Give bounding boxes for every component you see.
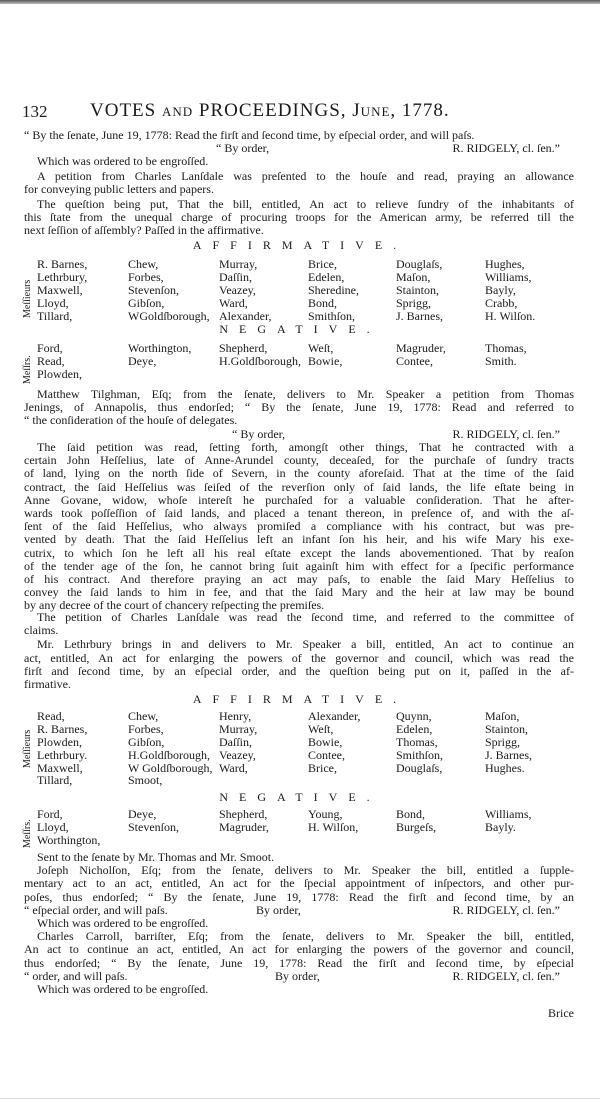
voter: Edelen, bbox=[396, 721, 433, 736]
voter: Smithſon, bbox=[396, 747, 444, 762]
signature: R. RIDGELY, cl. ſen.” bbox=[452, 968, 560, 983]
text-line: of his contract. And therefore praying an act may paſs, to enable the ſaid Mary Heſſelius to bbox=[24, 571, 574, 586]
text-line: Anne Govane, widow, whoſe intereſt he purchaſed for a valuable conſideration. That he after- bbox=[24, 492, 574, 507]
voter: Read, bbox=[37, 353, 65, 368]
voter: Deye, bbox=[128, 807, 157, 821]
text-line: convey the ſaid lands to him in fee, and that the ſaid Mary and the heir at law may be bound bbox=[24, 585, 574, 600]
voter: Maxwell, bbox=[37, 282, 83, 297]
voter: Ford, bbox=[37, 807, 63, 821]
affirmative-heading: AFFIRMATIVE. bbox=[192, 238, 408, 252]
scan-edge bbox=[0, 0, 600, 4]
text-fragment: “ eſpecial order, and will paſs. bbox=[24, 902, 168, 917]
voter: Veazey, bbox=[219, 747, 256, 762]
voter: Weſt, bbox=[308, 721, 334, 736]
text-line: firmative. bbox=[24, 676, 71, 691]
voter: Worthington, bbox=[37, 832, 101, 847]
senate-endorsement: “ By the ſenate, June 19, 1778: Read the firſt and ſecond time, by eſpecial order, and will paſs. bbox=[24, 128, 475, 142]
voter: Read, bbox=[37, 709, 65, 723]
text-line: of land, lying on the north ſide of Severn, in the county aforeſaid. That at the time of the ſaid bbox=[24, 466, 574, 481]
voter: R. Barnes, bbox=[37, 721, 88, 736]
text-line: claims. bbox=[24, 623, 59, 638]
voter: Gibſon, bbox=[128, 734, 165, 749]
text-line: ſent of the ſaid Heſſelius, who always promiſed a compliance with his contract, but was pre- bbox=[24, 519, 574, 534]
vote-row bbox=[37, 762, 565, 775]
text-line: certain John Heſſelius, late of Anne-Arundel county, deceaſed, for the purchaſe of ſundry tracts bbox=[24, 453, 574, 468]
voter: Plowden, bbox=[37, 366, 82, 381]
voter: Shepherd, bbox=[219, 341, 268, 355]
voter: H.Goldſborough, bbox=[128, 747, 210, 762]
voter: Crabb, bbox=[485, 295, 518, 310]
voter: Alexander, bbox=[308, 709, 361, 723]
text-line: mentary act to an act, entitled, An act for the ſpecial appointment of inſpectors, and other pur- bbox=[24, 876, 574, 891]
text-line: An act to continue an act, entitled, An act for enlarging the powers of the governor and council, bbox=[24, 942, 574, 957]
voter: Douglaſs, bbox=[396, 760, 443, 775]
voter: Weſt, bbox=[308, 341, 334, 355]
voter: J. Barnes, bbox=[396, 308, 443, 323]
vote-row bbox=[37, 723, 565, 736]
voter: Magruder, bbox=[396, 341, 446, 355]
voter: Stainton, bbox=[485, 721, 529, 736]
voter: Ward, bbox=[219, 760, 248, 775]
voter: Veazey, bbox=[219, 282, 256, 297]
text-line: vented by death. That the ſaid Heſſelius left an infant ſon his heir, and his wife Mary his exe- bbox=[24, 532, 574, 547]
voter: Chew, bbox=[128, 709, 159, 723]
voter: Sheredine, bbox=[308, 282, 359, 297]
text-line: of the tender age of the ſon, he cannot bring ſuit againſt him with effect for a ſpecific performance bbox=[24, 558, 574, 573]
page-number: 132 bbox=[22, 102, 48, 121]
page-header bbox=[22, 100, 582, 124]
text-line: firſt and ſecond time, by an eſpecial order, and the queſtion being put on it, paſſed in the af- bbox=[24, 663, 574, 678]
voter: Thomas, bbox=[396, 734, 438, 749]
text-line: thus endorſed; “ By the ſenate, June 19, 1778: Read the firſt and ſecond time, by eſpecial bbox=[24, 955, 574, 970]
scan-edge-bottom bbox=[0, 1098, 600, 1099]
text-line: contract, the ſaid Heſſelius was ſeiſed of the reverſion only of ſaid lands, the life eſtate being in bbox=[24, 479, 574, 494]
vote-row bbox=[37, 368, 565, 381]
by-order-line bbox=[24, 142, 574, 155]
voter: Sprigg, bbox=[485, 734, 521, 749]
vote-row bbox=[37, 710, 565, 723]
voter: Gibſon, bbox=[128, 295, 165, 310]
block-b bbox=[24, 388, 574, 441]
text-line: Matthew Tilghman, Eſq; from the ſenate, delivers to Mr. Speaker a petition from Thomas bbox=[37, 387, 574, 401]
voter: Tillard, bbox=[37, 308, 73, 323]
voter: Sprigg, bbox=[396, 295, 432, 310]
by-order-line bbox=[24, 428, 574, 441]
voter: Bond, bbox=[308, 295, 338, 310]
voter: Bayly. bbox=[485, 819, 516, 834]
affirmative-vote-table bbox=[37, 258, 565, 322]
engrossed-note: Which was ordered to be engroſſed. bbox=[37, 981, 209, 996]
negative-heading: NEGATIVE. bbox=[219, 790, 381, 804]
voter: Williams, bbox=[485, 807, 532, 821]
by-order-line bbox=[24, 904, 574, 917]
voter: Alexander, bbox=[219, 308, 272, 323]
side-label-messrs: Meſſrs. bbox=[22, 819, 33, 848]
voter: Hughes, bbox=[485, 257, 525, 271]
voter: H.Goldſborough, bbox=[219, 353, 301, 368]
vote-row bbox=[37, 284, 565, 297]
vote-row bbox=[37, 342, 565, 355]
vote-row bbox=[37, 310, 565, 323]
voter: Murray, bbox=[219, 257, 258, 271]
voter: Hughes. bbox=[485, 760, 525, 775]
voter: Stevenſon, bbox=[128, 819, 179, 834]
vote-row bbox=[37, 808, 565, 821]
voter: Young, bbox=[308, 807, 343, 821]
voter: WGoldſborough, bbox=[128, 308, 210, 323]
question-line: next ſeſſion of aſſembly? Paſſed in the affirmative. bbox=[24, 223, 264, 238]
voter: Edelen, bbox=[308, 269, 345, 284]
block-a bbox=[24, 129, 574, 238]
vote-row bbox=[37, 297, 565, 310]
text-line: Sent to the ſenate by Mr. Thomas and Mr. Smoot. bbox=[37, 850, 275, 864]
negative-vote-table bbox=[37, 342, 565, 381]
side-label-messrs: Meſſrs. bbox=[22, 355, 33, 384]
vote-row bbox=[37, 834, 565, 847]
voter: Daſſin, bbox=[219, 269, 252, 284]
text-line: by any decree of the court of chancery reſpecting the premiſes. bbox=[24, 598, 325, 613]
voter: Plowden, bbox=[37, 734, 82, 749]
negative-heading: NEGATIVE. bbox=[219, 322, 381, 336]
voter: Maſon, bbox=[396, 269, 431, 284]
voter: Forbes, bbox=[128, 721, 164, 736]
text-line: wards took poſſeſſion of ſaid lands, and placed a tenant thereon, in preſence of, and with the aſ- bbox=[24, 505, 574, 520]
voter: Quynn, bbox=[396, 709, 432, 723]
text-line: Charles Carroll, barriſter, Eſq; from the ſenate, delivers to Mr. Speaker the bill, entitled, bbox=[37, 929, 574, 944]
voter: Maxwell, bbox=[37, 760, 83, 775]
vote-row bbox=[37, 749, 565, 762]
side-label-messieurs: Meſſieurs bbox=[22, 279, 33, 318]
voter: Magruder, bbox=[219, 819, 269, 834]
voter: Bayly, bbox=[485, 282, 516, 297]
voter: Henry, bbox=[219, 709, 252, 723]
question-line: The queſtion being put, That the bill, entitled, An act to relieve ſundry of the inhabitants of bbox=[37, 196, 574, 211]
block-e bbox=[24, 851, 574, 996]
vote-row bbox=[37, 774, 565, 787]
voter: Bond, bbox=[396, 807, 426, 821]
text-line: The petition of Charles Lanſdale was read the ſecond time, and referred to the committee of bbox=[37, 610, 574, 624]
voter: H. Wilſon, bbox=[308, 819, 359, 834]
voter: Stevenſon, bbox=[128, 282, 179, 297]
by-order-line bbox=[24, 970, 574, 983]
voter: Tillard, bbox=[37, 773, 73, 788]
voter: Thomas, bbox=[485, 341, 527, 355]
block-c bbox=[24, 441, 574, 612]
voter: Ford, bbox=[37, 341, 63, 355]
signature: R. RIDGELY, cl. ſen.” bbox=[452, 902, 560, 917]
text-line: The ſaid petition was read, ſetting forth, amongſt other things, That he contracted with a bbox=[37, 440, 574, 454]
petition-line: A petition from Charles Lanſdale was preſented to the houſe and read, praying an allowance bbox=[37, 168, 574, 183]
voter: Williams, bbox=[485, 269, 532, 284]
by-order: “ By order, bbox=[232, 426, 286, 441]
voter: Smithſon, bbox=[308, 308, 356, 323]
voter: Lethrbury, bbox=[37, 269, 88, 284]
voter: Douglaſs, bbox=[396, 257, 443, 271]
voter: Worthington, bbox=[128, 341, 192, 355]
voter: Ward, bbox=[219, 295, 248, 310]
vote-row bbox=[37, 271, 565, 284]
text-line: “ the conſideration of the houſe of delegates. bbox=[24, 413, 238, 428]
text-fragment: “ order, and will paſs. bbox=[24, 968, 128, 983]
voter: Deye, bbox=[128, 353, 157, 368]
voter: Lloyd, bbox=[37, 819, 69, 834]
by-order: By order, bbox=[256, 902, 301, 917]
voter: Smith. bbox=[485, 353, 517, 368]
voter: Lethrbury. bbox=[37, 747, 88, 762]
engrossed-note: Which was ordered to be engroſſed. bbox=[37, 154, 209, 169]
running-title: VOTES and PROCEEDINGS, June, 1778. bbox=[90, 100, 450, 121]
text-line: poſes, thus endorſed; “ By the ſenate, June 19, 1778: Read the firſt and ſecond time, by an bbox=[24, 889, 574, 904]
by-order: By order, bbox=[275, 968, 320, 983]
vote-row bbox=[37, 821, 565, 834]
voter: J. Barnes, bbox=[485, 747, 532, 762]
affirmative-heading: AFFIRMATIVE. bbox=[192, 692, 408, 706]
voter: Burgeſs, bbox=[396, 819, 437, 834]
text-line: Joſeph Nicholſon, Eſq; from the ſenate, delivers to Mr. Speaker the bill, entitled a ſupple- bbox=[37, 863, 574, 878]
voter: W Goldſborough, bbox=[128, 760, 213, 775]
signature: R. RIDGELY, cl. ſen.” bbox=[452, 426, 560, 441]
question-line: this ſtate from the unequal charge of procuring troops for the American army, be referred till the bbox=[24, 210, 574, 225]
voter: Contee, bbox=[308, 747, 345, 762]
voter: Maſon, bbox=[485, 709, 520, 723]
petition-line: for conveying public letters and papers. bbox=[24, 181, 214, 196]
text-line: Jenings, of Annapolis, thus endorſed; “ By the ſenate, June 19, 1778: Read and referred to bbox=[24, 400, 574, 415]
by-order: “ By order, bbox=[216, 141, 270, 156]
voter: Brice, bbox=[308, 760, 337, 775]
voter: Brice, bbox=[308, 257, 337, 271]
voter: Bowie, bbox=[308, 734, 343, 749]
negative-vote-table bbox=[37, 808, 565, 847]
engrossed-note: Which was ordered to be engroſſed. bbox=[37, 915, 209, 930]
voter: Forbes, bbox=[128, 269, 164, 284]
side-label-messieurs: Meſſieurs bbox=[22, 729, 33, 768]
voter: Bowie, bbox=[308, 353, 343, 368]
vote-row bbox=[37, 736, 565, 749]
vote-row bbox=[37, 258, 565, 271]
block-d bbox=[24, 611, 574, 691]
voter: Lloyd, bbox=[37, 295, 69, 310]
voter: Stainton, bbox=[396, 282, 440, 297]
voter: R. Barnes, bbox=[37, 257, 88, 271]
voter: Contee, bbox=[396, 353, 433, 368]
voter: Daſſin, bbox=[219, 734, 252, 749]
voter: Shepherd, bbox=[219, 807, 268, 821]
vote-row bbox=[37, 355, 565, 368]
text-line: cutrix, to which ſon he left all his real eſtate except the lands abovementioned. That by reaſon bbox=[24, 545, 574, 560]
catchword: Brice bbox=[548, 1006, 574, 1020]
voter: H. Wilſon. bbox=[485, 308, 536, 323]
affirmative-vote-table bbox=[37, 710, 565, 787]
voter: Chew, bbox=[128, 257, 159, 271]
voter: Murray, bbox=[219, 721, 258, 736]
signature: R. RIDGELY, cl. ſen.” bbox=[452, 141, 560, 156]
text-line: act, entitled, An act for enlarging the powers of the governor and council, which was read the bbox=[24, 650, 574, 665]
voter: Smoot, bbox=[128, 773, 163, 788]
text-line: Mr. Lethrbury brings in and delivers to Mr. Speaker a bill, entitled, An act to continue an bbox=[37, 637, 574, 652]
